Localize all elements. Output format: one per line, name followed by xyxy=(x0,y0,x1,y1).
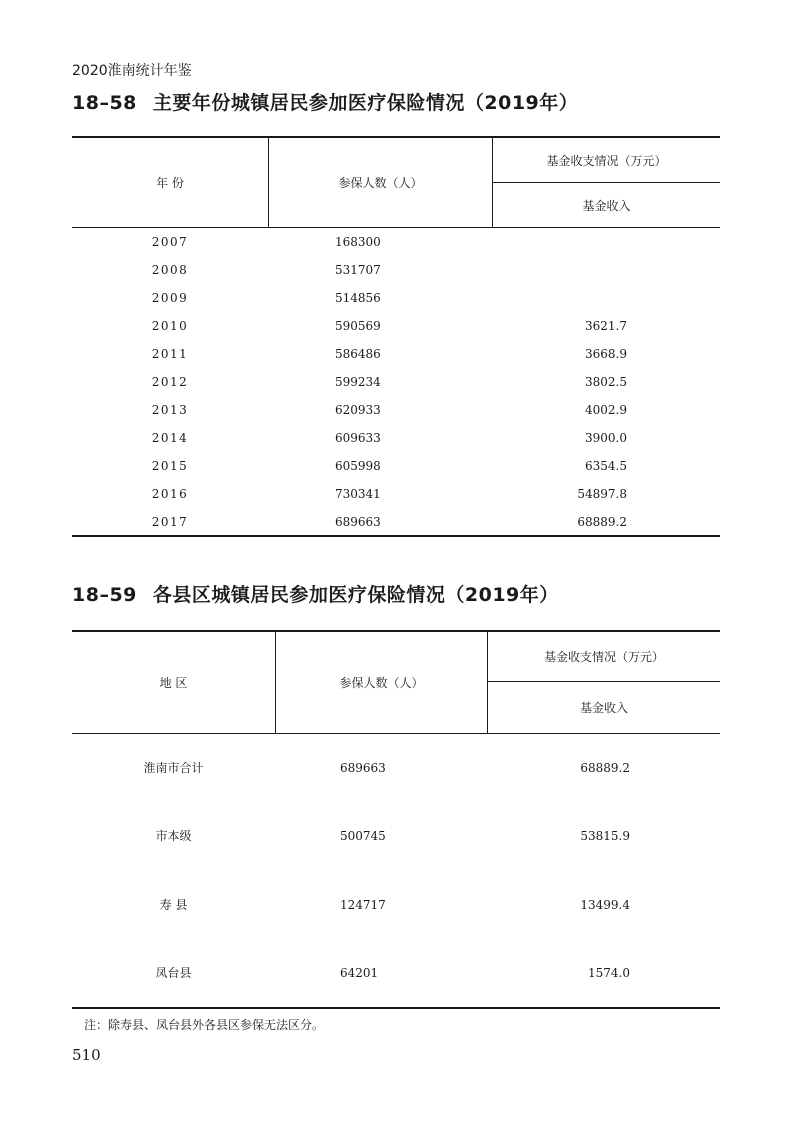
fund-cell: 3900.0 xyxy=(585,431,627,445)
table-row xyxy=(72,284,720,312)
year-cell: 2010 xyxy=(151,319,189,333)
table-row xyxy=(72,452,720,480)
table-note: 注：除寿县、凤台县外各县区参保无法区分。 xyxy=(84,1018,325,1032)
year-cell: 2011 xyxy=(151,347,189,361)
table-18-59-title xyxy=(72,580,559,607)
fund-cell: 68889.2 xyxy=(577,515,627,529)
insured-cell: 514856 xyxy=(335,291,381,305)
table-row xyxy=(72,753,720,783)
region-cell: 淮南市合计 xyxy=(143,761,204,775)
insured-cell: 168300 xyxy=(335,235,381,249)
table-title-text: 主要年份城镇居民参加医疗保险情况（2019年） xyxy=(152,92,579,114)
header-insured: 参保人数（人） xyxy=(338,176,423,190)
header-insured: 参保人数（人） xyxy=(339,676,424,690)
fund-cell: 54897.8 xyxy=(577,487,627,501)
page-number: 510 xyxy=(72,1046,101,1064)
table-title-text: 各县区城镇居民参加医疗保险情况（2019年） xyxy=(152,584,559,606)
region-cell: 凤台县 xyxy=(155,966,192,980)
insured-cell: 689663 xyxy=(340,761,386,775)
table-row xyxy=(72,480,720,508)
table-number: 18–58 xyxy=(72,92,137,114)
fund-cell: 68889.2 xyxy=(580,761,630,775)
table-row xyxy=(72,396,720,424)
table-row xyxy=(72,508,720,536)
insured-cell: 586486 xyxy=(335,347,381,361)
year-cell: 2015 xyxy=(151,459,189,473)
year-cell: 2016 xyxy=(151,487,189,501)
year-cell: 2017 xyxy=(151,515,189,529)
fund-cell: 6354.5 xyxy=(585,459,627,473)
table-row xyxy=(72,821,720,851)
insured-cell: 64201 xyxy=(340,966,379,980)
insured-cell: 599234 xyxy=(335,375,381,389)
header-fund-income: 基金收入 xyxy=(582,198,631,213)
running-head: 2020淮南统计年鉴 xyxy=(72,63,192,79)
table-row xyxy=(72,256,720,284)
table-row xyxy=(72,340,720,368)
table-row xyxy=(72,312,720,340)
year-cell: 2014 xyxy=(151,431,189,445)
header-year: 年 份 xyxy=(156,176,184,190)
bottom-rule xyxy=(72,1007,720,1009)
year-cell: 2008 xyxy=(151,263,189,277)
table-row xyxy=(72,368,720,396)
insured-cell: 124717 xyxy=(340,898,386,912)
insured-cell: 689663 xyxy=(335,515,381,529)
insured-cell: 531707 xyxy=(335,263,381,277)
insured-cell: 620933 xyxy=(335,403,381,417)
insured-cell: 500745 xyxy=(340,829,386,843)
insured-cell: 605998 xyxy=(335,459,381,473)
insured-cell: 609633 xyxy=(335,431,381,445)
table-row xyxy=(72,228,720,256)
table-18-58-title xyxy=(72,88,578,115)
fund-cell: 13499.4 xyxy=(580,898,630,912)
region-cell: 寿 县 xyxy=(159,898,188,912)
header-bottom-rule xyxy=(72,733,720,734)
region-cell: 市本级 xyxy=(155,829,192,843)
fund-cell: 4002.9 xyxy=(585,403,627,417)
year-cell: 2007 xyxy=(151,235,189,249)
fund-cell: 3621.7 xyxy=(585,319,627,333)
year-cell: 2012 xyxy=(151,375,189,389)
insured-cell: 590569 xyxy=(335,319,381,333)
header-fund-income: 基金收入 xyxy=(579,701,628,715)
table-number: 18–59 xyxy=(72,584,137,606)
year-cell: 2009 xyxy=(151,291,189,305)
fund-cell: 3802.5 xyxy=(585,375,627,389)
header-region: 地 区 xyxy=(159,676,188,690)
table-row xyxy=(72,890,720,920)
table-row xyxy=(72,424,720,452)
header-fund-group: 基金收支情况（万元） xyxy=(543,650,664,664)
fund-cell: 53815.9 xyxy=(580,829,630,843)
table-row xyxy=(72,958,720,988)
fund-cell: 1574.0 xyxy=(588,966,630,980)
header-fund-group: 基金收支情况（万元） xyxy=(546,153,667,168)
fund-cell: 3668.9 xyxy=(585,347,627,361)
year-cell: 2013 xyxy=(151,403,189,417)
insured-cell: 730341 xyxy=(335,487,381,501)
